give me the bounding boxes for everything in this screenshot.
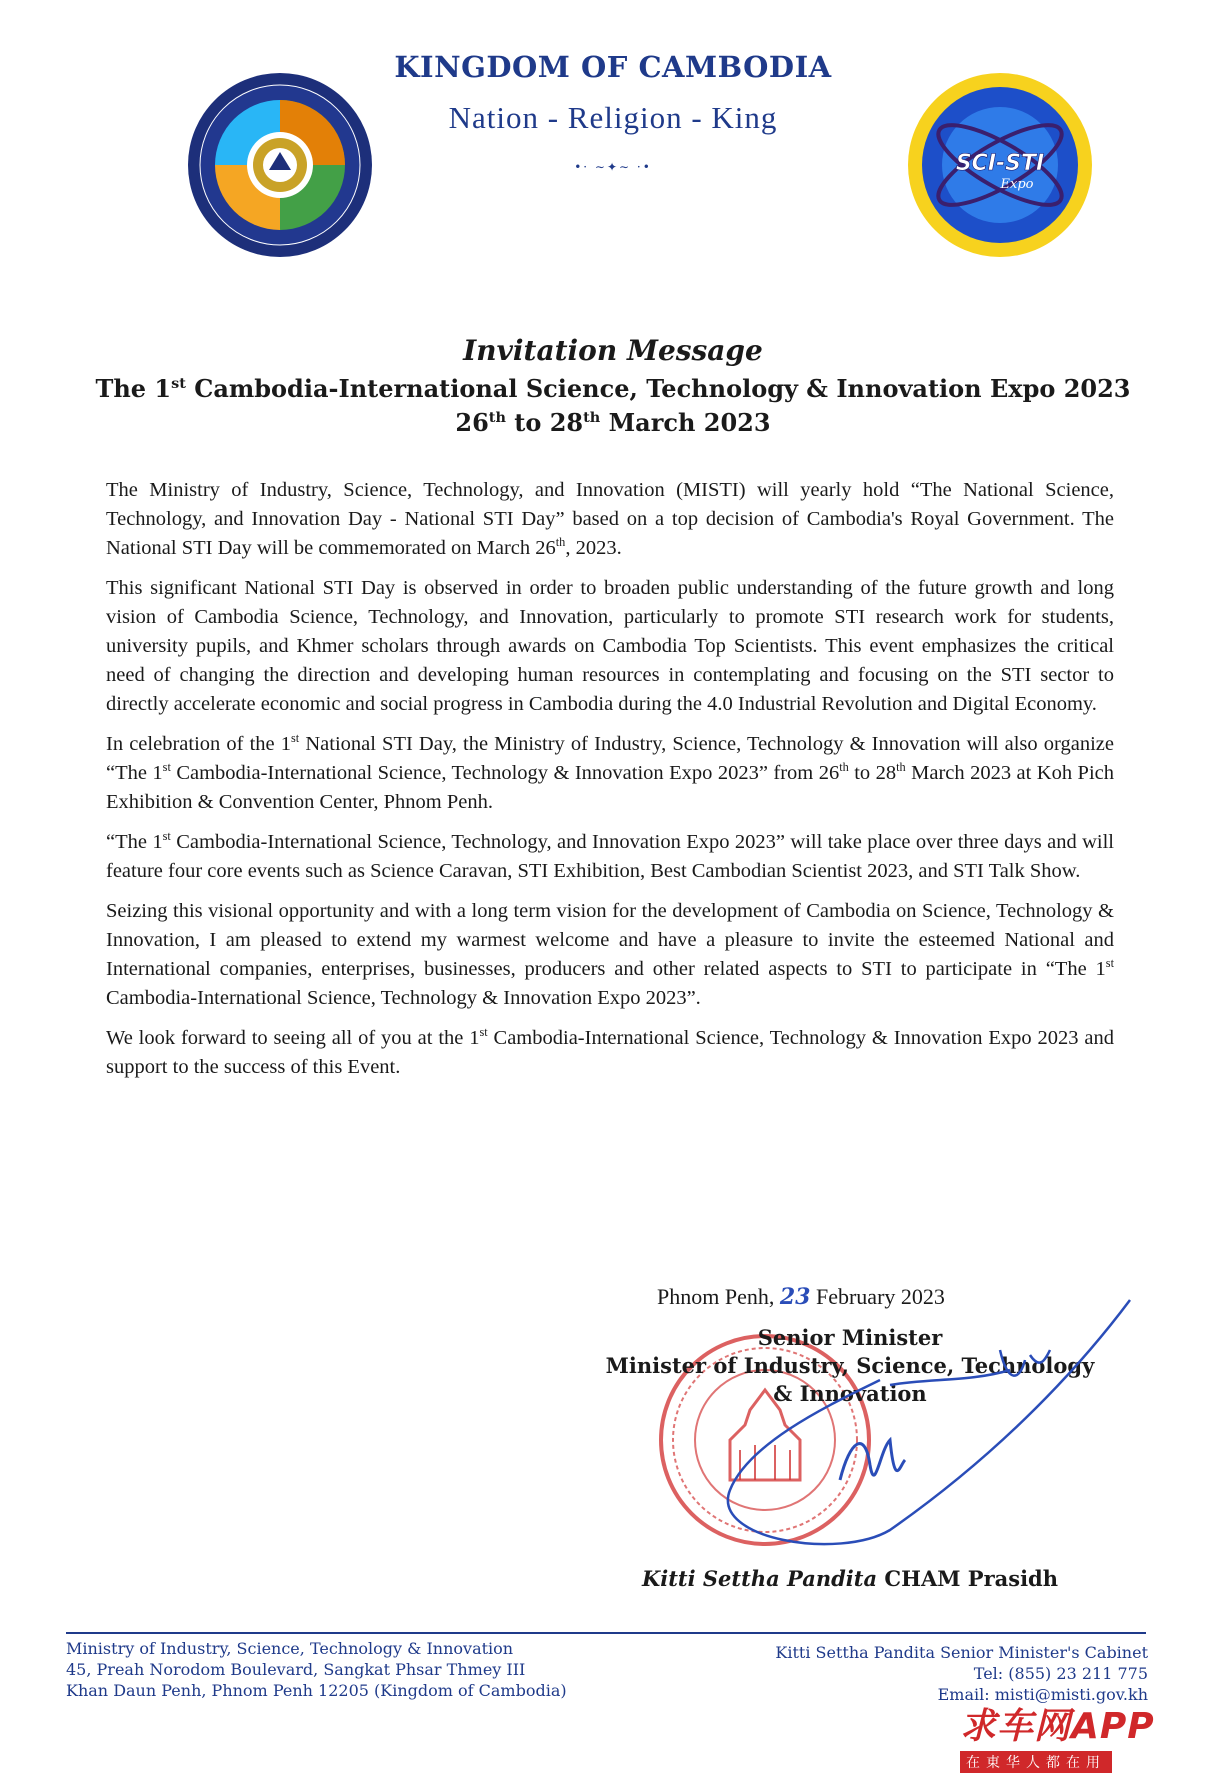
national-motto: Nation - Religion - King bbox=[448, 100, 778, 135]
ornament-divider: •· ∼✦∼ ·• bbox=[574, 160, 652, 174]
kingdom-title: KINGDOM OF CAMBODIA bbox=[394, 50, 832, 84]
footer-divider bbox=[66, 1632, 1146, 1634]
signatory-name: Kitti Settha Pandita CHAM Prasidh bbox=[641, 1566, 1059, 1591]
letter-body bbox=[106, 476, 1114, 1093]
invitation-title: Invitation Message bbox=[463, 334, 763, 367]
paragraph-5: Seizing this visional opportunity and with a long term vision for the development of Cambodia on Science, Technology & Innovation, I am pleased to extend my warmest welcome and have a pleasure to invite the esteemed National and International companies, enterprises, businesses, producers and other related aspects to STI to participate in “The 1st Cambodia-International Science, Technology & Innovation Expo 2023”. bbox=[106, 900, 1114, 1009]
expo-logo-subtext: Expo bbox=[1000, 177, 1034, 192]
footer-address: Ministry of Industry, Science, Technology & Innovation 45, Preah Norodom Boulevard, Sangkat Phsar Thmey III Khan Daun Penh, Phnom Penh 12205 (Kingdom of Cambodia) bbox=[66, 1639, 567, 1700]
footer-contact: Kitti Settha Pandita Senior Minister's Cabinet Tel: (855) 23 211 775 Email: misti@misti.gov.kh bbox=[775, 1643, 1148, 1704]
place-date: Phnom Penh, 23 February 2023 bbox=[657, 1284, 945, 1310]
site-watermark: 求车网APP 在東华人都在用 bbox=[960, 1706, 1155, 1771]
expo-title: The 1st Cambodia-International Science, Technology & Innovation Expo 2023 bbox=[95, 374, 1131, 403]
paragraph-1: The Ministry of Industry, Science, Technology, and Innovation (MISTI) will yearly hold “The National Science, Technology, and Innovation Day - National STI Day” based on a top decision of Cambodia's Royal Government. The National STI Day will be commemorated on March 26th, 2023. bbox=[106, 479, 1114, 559]
paragraph-3: In celebration of the 1st National STI Day, the Ministry of Industry, Science, Technology & Innovation will also organize “The 1st Cambodia-International Science, Technology & Innovation Expo 2023” from 26th to 28th March 2023 at Koh Pich Exhibition & Convention Center, Phnom Penh. bbox=[106, 731, 1114, 813]
expo-logo-text: SCI-STI bbox=[955, 151, 1045, 176]
signature bbox=[690, 1290, 1140, 1550]
paragraph-4: “The 1st Cambodia-International Science, Technology, and Innovation Expo 2023” will take place over three days and will feature four core events such as Science Caravan, STI Exhibition, Best Cambodian Scientist 2023, and STI Talk Show. bbox=[106, 829, 1114, 882]
signatory-title: Senior Minister Minister of Industry, Science, Technology & Innovation bbox=[605, 1325, 1095, 1406]
expo-dates: 26th to 28th March 2023 bbox=[455, 408, 771, 437]
handwritten-day: 23 bbox=[779, 1284, 811, 1310]
paragraph-6: We look forward to seeing all of you at the 1st Cambodia-International Science, Technology & Innovation Expo 2023 and support to the success of this Event. bbox=[106, 1025, 1114, 1078]
paragraph-2: This significant National STI Day is observed in order to broaden public understanding of the future growth and long vision of Cambodia Science, Technology, and Innovation, particularly to promote STI research work for students, university pupils, and Khmer scholars through awards on Cambodia Top Scientists. This event emphasizes the critical need of changing the direction and developing human resources in contemplating and focusing on the STI sector to directly accelerate economic and social progress in Cambodia during the 4.0 Industrial Revolution and Digital Economy. bbox=[106, 577, 1114, 715]
